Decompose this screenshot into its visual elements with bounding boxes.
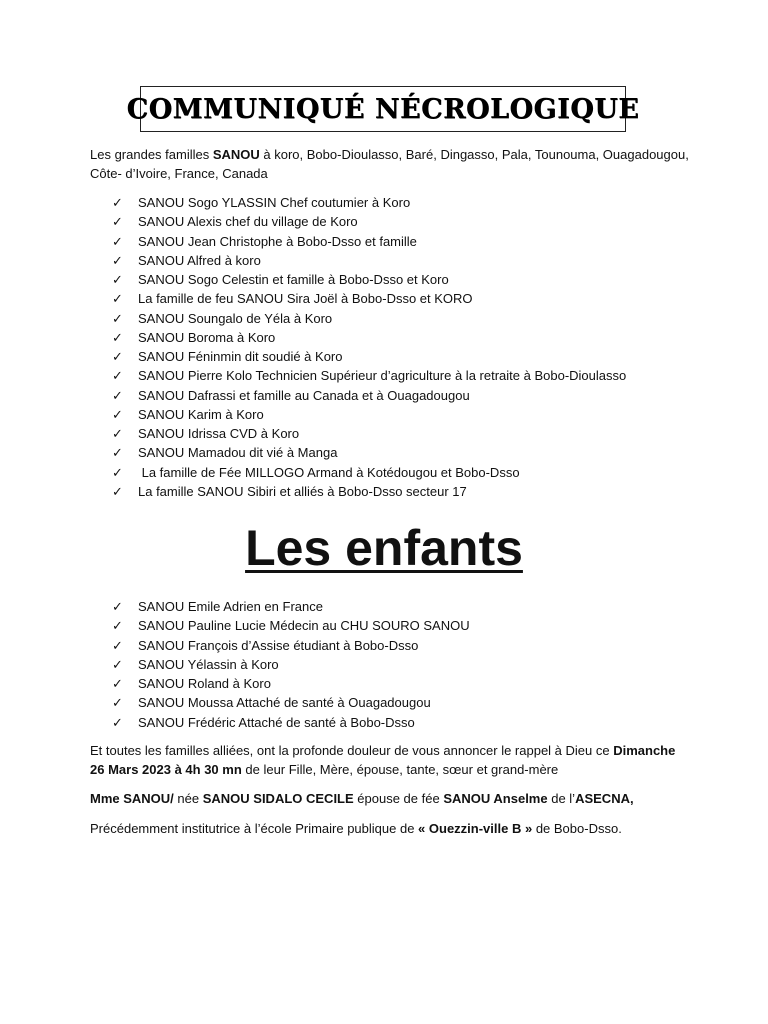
checkmark-icon: ✓ — [112, 656, 123, 672]
checkmark-icon: ✓ — [112, 329, 123, 345]
list-item — [112, 463, 626, 482]
intro-prefix: Les grandes familles — [90, 147, 213, 162]
deceased-nee: née — [173, 791, 203, 806]
announcement-date: Dimanche 26 Mars 2023 à 4h 30 mn — [90, 743, 676, 777]
checkmark-icon: ✓ — [112, 272, 123, 287]
children-heading — [0, 516, 768, 580]
list-item — [112, 270, 626, 289]
list-item — [112, 616, 470, 635]
list-item — [112, 289, 626, 308]
list-item — [112, 443, 626, 462]
list-item — [112, 655, 470, 674]
list-item-text: SANOU Dafrassi et famille au Canada et à Ouagadougou — [138, 387, 470, 403]
list-item-text: SANOU Alexis chef du village de Koro — [138, 214, 358, 230]
checkmark-icon: ✓ — [112, 483, 123, 499]
deceased-spouse-name: SANOU Anselme — [443, 791, 548, 806]
intro-family-name: SANOU — [212, 147, 260, 162]
list-item — [112, 482, 626, 501]
list-item — [112, 597, 470, 616]
checkmark-icon: ✓ — [112, 233, 123, 249]
list-item — [112, 347, 626, 366]
title-box — [126, 86, 640, 132]
list-item-text: SANOU Idrissa CVD à Koro — [138, 426, 300, 441]
list-item — [112, 193, 626, 212]
deceased-paragraph — [90, 789, 690, 808]
list-item-text: SANOU Pierre Kolo Technicien Supérieur d’agriculture à la retraite à Bobo-Dioulasso — [138, 368, 627, 384]
list-item — [112, 424, 626, 443]
list-item — [112, 212, 626, 231]
deceased-spouse-text: épouse de fée — [353, 791, 444, 806]
children-heading-text: Les enfants — [245, 520, 523, 576]
list-item-text: SANOU Frédéric Attaché de santé à Bobo-Dsso — [138, 714, 415, 730]
list-item-text: La famille SANOU Sibiri et alliés à Bobo-Dsso secteur 17 — [138, 483, 467, 499]
career-part1: Précédemment institutrice à l’école Primaire publique de — [90, 821, 419, 836]
checkmark-icon: ✓ — [112, 618, 123, 634]
list-item-text: SANOU François d’Assise étudiant à Bobo-Dsso — [138, 637, 419, 653]
list-item — [112, 309, 626, 328]
deceased-organization: ASECNA, — [575, 791, 634, 806]
checkmark-icon: ✓ — [112, 195, 123, 210]
checkmark-icon: ✓ — [112, 445, 123, 461]
list-item — [112, 713, 470, 732]
checkmark-icon: ✓ — [112, 599, 123, 614]
checkmark-icon: ✓ — [112, 310, 123, 326]
checkmark-icon: ✓ — [112, 349, 123, 364]
checkmark-icon: ✓ — [112, 387, 123, 403]
list-item-text: SANOU Alfred à koro — [138, 252, 261, 268]
career-part2: de Bobo-Dsso. — [532, 821, 622, 836]
intro-paragraph — [90, 145, 690, 183]
list-item — [112, 405, 626, 424]
list-item-text: SANOU Sogo Celestin et famille à Bobo-Dsso et Koro — [138, 272, 449, 287]
checkmark-icon: ✓ — [112, 637, 123, 653]
list-item — [112, 251, 626, 270]
list-item-text: SANOU Yélassin à Koro — [138, 656, 279, 672]
checkmark-icon: ✓ — [112, 252, 123, 268]
checkmark-icon: ✓ — [112, 368, 123, 384]
list-item-text: SANOU Roland à Koro — [138, 676, 271, 691]
list-item-text: SANOU Jean Christophe à Bobo-Dsso et famille — [138, 233, 417, 249]
career-school: « Ouezzin-ville B » — [418, 821, 533, 836]
deceased-of-text: de l’ — [547, 791, 576, 806]
list-item — [112, 386, 626, 405]
page-title: COMMUNIQUÉ NÉCROLOGIQUE — [126, 93, 640, 125]
intro-suffix: à koro, Bobo-Dioulasso, Baré, Dingasso, Pala, Tounouma, Ouagadougou, Côte- d’Ivoire, France, Canada — [90, 147, 689, 181]
list-item — [112, 232, 626, 251]
list-item — [112, 636, 470, 655]
checkmark-icon: ✓ — [112, 426, 123, 441]
list-item — [112, 366, 626, 385]
list-item-text: SANOU Mamadou dit vié à Manga — [138, 445, 338, 461]
announcement-paragraph — [90, 741, 690, 779]
list-item-text: SANOU Boroma à Koro — [138, 329, 276, 345]
list-item — [112, 674, 470, 693]
checkmark-icon: ✓ — [112, 464, 123, 480]
list-item-text: SANOU Soungalo de Yéla à Koro — [138, 310, 333, 326]
list-item — [112, 693, 470, 712]
checkmark-icon: ✓ — [112, 291, 123, 307]
deceased-maiden-name: SANOU SIDALO CECILE — [202, 791, 354, 806]
career-paragraph — [90, 819, 690, 838]
list-item-text: SANOU Emile Adrien en France — [138, 599, 323, 614]
checkmark-icon: ✓ — [112, 714, 123, 730]
deceased-name: Mme SANOU/ — [90, 791, 174, 806]
checkmark-icon: ✓ — [112, 676, 123, 691]
list-item-text: SANOU Féninmin dit soudié à Koro — [138, 349, 343, 364]
families-list — [112, 193, 626, 501]
list-item — [112, 328, 626, 347]
list-item-text: La famille de feu SANOU Sira Joël à Bobo-Dsso et KORO — [138, 291, 473, 307]
list-item-text: La famille de Fée MILLOGO Armand à Kotédougou et Bobo-Dsso — [138, 464, 520, 480]
announcement-part2: de leur Fille, Mère, épouse, tante, sœur et grand-mère — [241, 762, 559, 777]
list-item-text: SANOU Moussa Attaché de santé à Ouagadougou — [138, 695, 431, 711]
checkmark-icon: ✓ — [112, 406, 123, 422]
checkmark-icon: ✓ — [112, 695, 123, 711]
checkmark-icon: ✓ — [112, 214, 123, 230]
announcement-part1: Et toutes les familles alliées, ont la profonde douleur de vous annoncer le rappel à Dieu ce — [90, 743, 614, 758]
children-list — [112, 597, 470, 732]
list-item-text: SANOU Karim à Koro — [138, 406, 264, 422]
list-item-text: SANOU Pauline Lucie Médecin au CHU SOURO SANOU — [138, 618, 470, 634]
list-item-text: SANOU Sogo YLASSIN Chef coutumier à Koro — [138, 195, 411, 210]
